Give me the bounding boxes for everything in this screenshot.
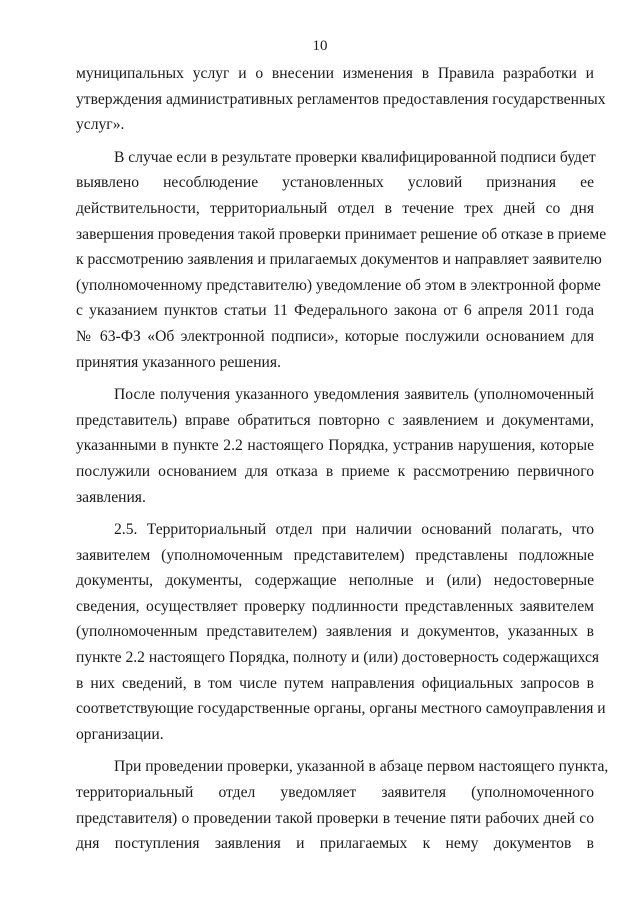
text-line: (уполномоченному представителю) уведомление об этом в электронной форме xyxy=(76,276,601,294)
paragraph-gap xyxy=(76,747,594,754)
text-line: указанными в пункте 2.2 настоящего Порядка, устранив нарушения, которые xyxy=(76,437,594,455)
paragraph-gap xyxy=(76,510,594,517)
text-line: к рассмотрению заявления и прилагаемых документов и направляет заявителю xyxy=(76,251,602,269)
text-line: заявления. xyxy=(76,488,146,506)
paragraph xyxy=(76,754,609,856)
text-line: представитель) вправе обратиться повторно с заявлением и документами, xyxy=(76,411,594,429)
text-line: представителя) о проведении такой проверки в течение пяти рабочих дней со xyxy=(76,809,594,827)
text-line: послужили основанием для отказа в приеме к рассмотрению первичного xyxy=(76,462,594,480)
text-line: в них сведений, в том числе путем направления официальных запросов в xyxy=(76,674,594,692)
text-line: сведения, осуществляет проверку подлинности представленных заявителем xyxy=(76,597,594,615)
text-line: муниципальных услуг и о внесении изменения в Правила разработки и xyxy=(76,65,594,82)
text-line: выявлено несоблюдение установленных условий признания ее xyxy=(76,174,594,192)
text-line: № 63-ФЗ «Об электронной подписи», которые послужили основанием для xyxy=(76,327,594,345)
text-line: территориальный отдел уведомляет заявителя (уполномоченного xyxy=(76,784,594,802)
text-line: пункте 2.2 настоящего Порядка, полноту и (или) достоверность содержащихся xyxy=(76,649,600,667)
document-body xyxy=(76,61,609,857)
text-line: 2.5. Территориальный отдел при наличии оснований полагать, что xyxy=(114,521,594,539)
text-line: После получения указанного уведомления заявитель (уполномоченный xyxy=(114,386,594,404)
text-line: документы, документы, содержащие неполные и (или) недостоверные xyxy=(76,572,594,590)
text-line: соответствующие государственные органы, органы местного самоуправления и xyxy=(76,700,606,718)
text-line: действительности, территориальный отдел в течение трех дней со дня xyxy=(76,199,594,217)
page-number: 10 xyxy=(312,38,328,54)
paragraph xyxy=(76,61,606,138)
text-line: с указанием пунктов статьи 11 Федерального закона от 6 апреля 2011 года xyxy=(76,302,594,320)
paragraph xyxy=(76,517,606,747)
paragraph-gap xyxy=(76,138,594,145)
text-line: В случае если в результате проверки квалифицированной подписи будет xyxy=(114,148,596,166)
text-line: При проведении проверки, указанной в абзаце первом настоящего пункта, xyxy=(114,758,609,776)
text-line: услуг». xyxy=(76,116,125,134)
text-line: заявителем (уполномоченным представителем) представлены подложные xyxy=(76,546,594,564)
text-line: утверждения административных регламентов предоставления государственных xyxy=(76,90,606,108)
text-line: принятия указанного решения. xyxy=(76,353,281,371)
paragraph xyxy=(76,382,594,510)
paragraph-gap xyxy=(76,375,594,382)
text-line: (уполномоченным представителем) заявления и документов, указанных в xyxy=(76,623,594,641)
text-line: дня поступления заявления и прилагаемых к нему документов в xyxy=(76,835,594,853)
paragraph xyxy=(76,145,607,375)
text-line: завершения проведения такой проверки принимает решение об отказе в приеме xyxy=(76,225,607,243)
text-line: организации. xyxy=(76,725,164,743)
